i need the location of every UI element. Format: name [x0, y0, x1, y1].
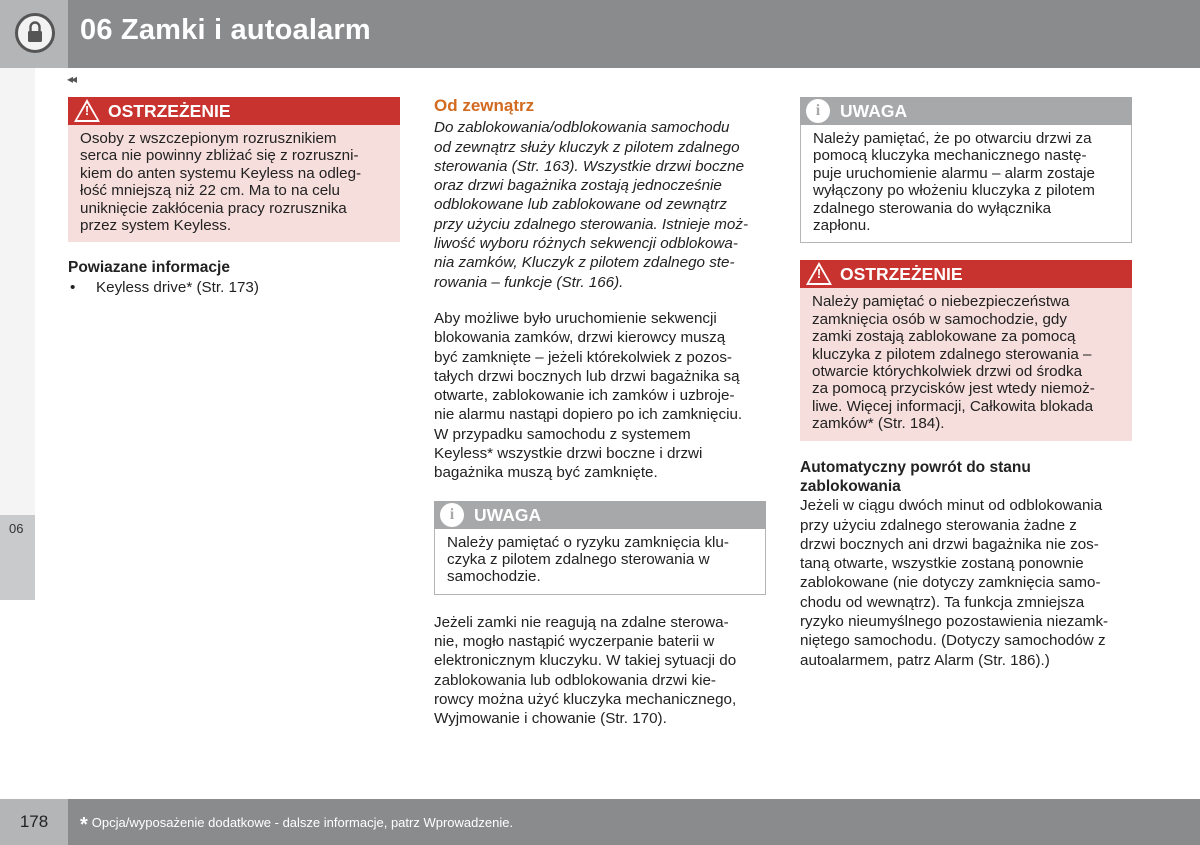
info-icon: i	[806, 99, 830, 123]
warning-box-header: ! OSTRZEŻENIE	[800, 260, 1132, 288]
back-arrows-icon[interactable]: ◂◂	[67, 72, 76, 86]
note-title: UWAGA	[840, 101, 908, 121]
warning-box	[68, 97, 400, 242]
body-paragraph: Jeżeli w ciągu dwóch minut od odblokowania przy użyciu zdalnego sterowania żadne z drzwi bocznych ani drzwi bagażnika nie zos- taną otwarte, wszystkie zostaną ponownie zablokowane (nie dotyczy zamknięcia samo- chodu od wewnątrz). Ta funkcja zmniejsza ryzyko nieumyślnego pozostawienia niezamk- niętego samochodu. (Dotyczy samochodów z autoalarmem, patrz Alarm (Str. 186).)	[800, 497, 1109, 669]
warning-title: OSTRZEŻENIE	[108, 101, 231, 121]
chapter-side-tab-label: 06	[9, 521, 24, 536]
warning-title: OSTRZEŻENIE	[840, 264, 963, 285]
note-box-header	[800, 97, 1132, 125]
lock-icon	[15, 13, 55, 53]
section-heading: Automatyczny powrót do stanu zablokowania	[800, 458, 1031, 495]
note-title: UWAGA	[474, 504, 542, 525]
chapter-icon-box	[0, 0, 68, 68]
side-margin	[0, 68, 35, 515]
info-icon: i	[440, 503, 464, 527]
footer-note-text: Opcja/wyposażenie dodatkowe - dalsze informacje, patrz Wprowadzenie.	[91, 815, 514, 830]
related-info-heading: Powiazane informacje	[68, 259, 230, 277]
column-3	[800, 97, 1132, 670]
body-paragraph: Aby możliwe było uruchomienie sekwencji blokowania zamków, drzwi kierowcy muszą być zamknięte – jeżeli którekolwiek z pozos- tałych drzwi bocznych lub drzwi bagażnika są otwarte, zablokowanie ich zamków i uzbroje- nie alarmu nastąpi dopiero po ich zamknięciu. W przypadku samochodu z systemem Keyless* wszystkie drzwi boczne i drzwi bagażnika muszą być zamknięte.	[434, 309, 743, 482]
column-1	[68, 97, 400, 297]
chapter-title: 06 Zamki i autoalarm	[80, 14, 371, 46]
column-2	[434, 96, 766, 729]
page-number: 178	[0, 799, 68, 845]
warning-text: Należy pamiętać o niebezpieczeństwa zamknięcia osób w samochodzie, gdy zamki zostają zablokowane za pomocą kluczyka z pilotem zdalnego sterowania – otwarcie którychkolwiek drzwi od środka za pomocą przycisków jest wtedy niemoż- liwe. Więcej informacji, Całkowita blokada zamków* (Str. 184).	[800, 288, 1132, 440]
asterisk-icon: *	[80, 814, 88, 836]
related-link-item[interactable]	[68, 278, 400, 297]
bullet-icon: •	[70, 278, 76, 296]
intro-paragraph: Do zablokowania/odblokowania samochodu od zewnątrz służy kluczyk z pilotem zdalnego sterowania (Str. 163). Wszystkie drzwi boczne oraz drzwi bagażnika zostają jednocześnie odblokowane lub zablokowane od zewnątrz przy użyciu zdalnego sterowania. Istnieje moż- liwość wyboru różnych sekwencji odblokowa- nia zamków, Kluczyk z pilotem zdalnego ste- rowania – funkcje (Str. 166).	[434, 119, 749, 291]
warning-box-header: ! OSTRZEŻENIE	[68, 97, 400, 125]
section-heading: Od zewnątrz	[434, 96, 535, 115]
warning-text: Osoby z wszczepionym rozrusznikiem serca nie powinny zbliżać się z rozruszni- kiem do anten systemu Keyless na odleg- łość mniejszą niż 22 cm. Ma to na celu uniknięcie zakłócenia pracy rozrusznika przez system Keyless.	[68, 125, 400, 242]
note-box	[434, 501, 766, 595]
note-text: Należy pamiętać o ryzyku zamknięcia klu- czyka z pilotem zdalnego sterowania w samochodzie.	[434, 529, 766, 595]
note-text: Należy pamiętać, że po otwarciu drzwi za pomocą kluczyka mechanicznego nastę- puje uruchomienie alarmu – alarm zostaje wyłączony po włożeniu kluczyka z pilotem zdalnego sterowania do wyłącznika zapłonu.	[800, 125, 1132, 243]
note-box	[800, 97, 1132, 243]
warning-box	[800, 260, 1132, 440]
note-box-header	[434, 501, 766, 529]
footer-note	[80, 814, 513, 837]
related-link-label[interactable]: Keyless drive* (Str. 173)	[96, 278, 259, 296]
body-paragraph: Jeżeli zamki nie reagują na zdalne sterowa- nie, mogło nastąpić wyczerpanie baterii w elektronicznym kluczyku. W takiej sytuacji do zablokowania lub odblokowania drzwi kie- rowcy można użyć kluczyka mechanicznego, Wyjmowanie i chowanie (Str. 170).	[434, 613, 737, 728]
